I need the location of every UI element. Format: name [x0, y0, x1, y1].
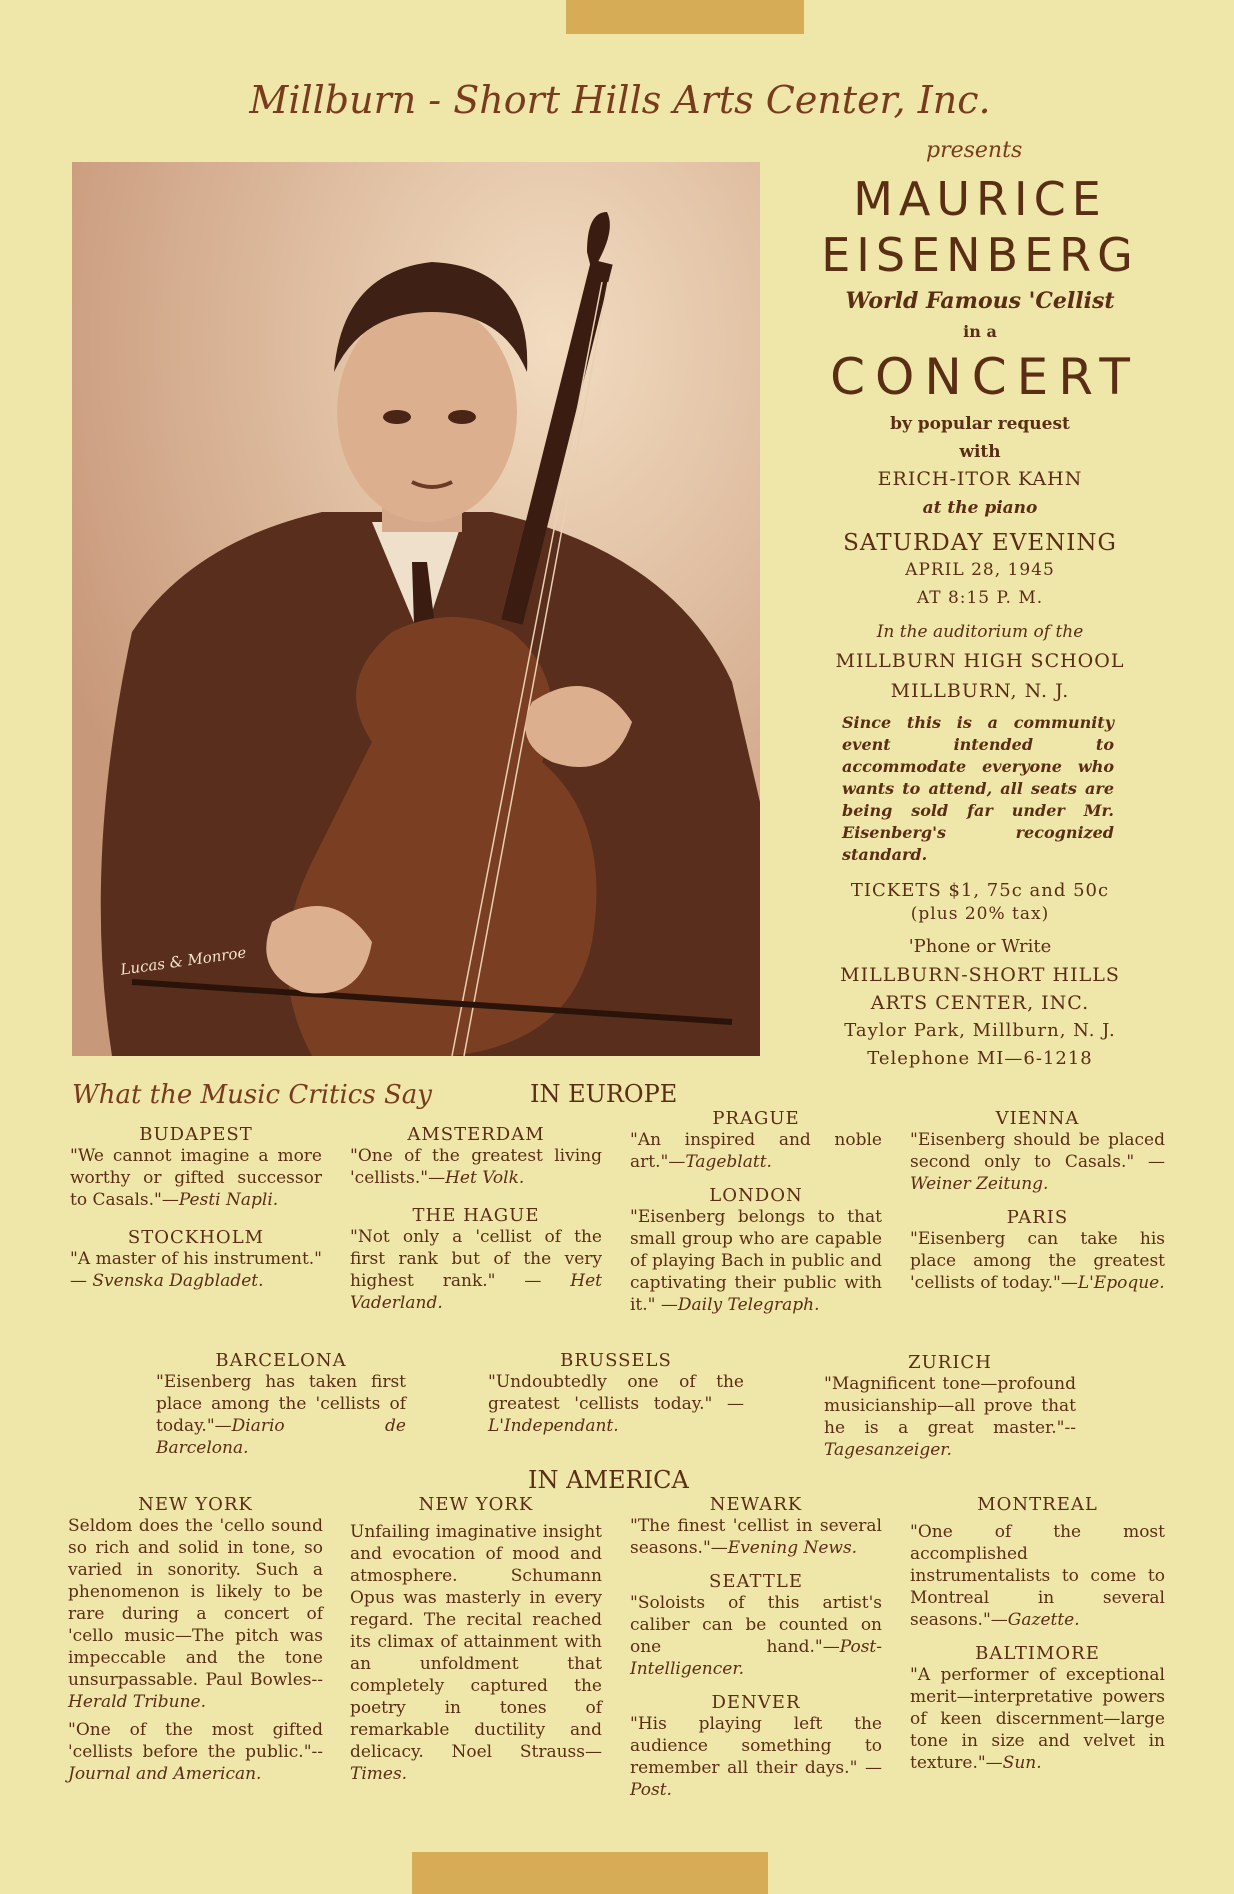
europe-col-2: [350, 1124, 602, 1314]
europe-col-3: [630, 1108, 882, 1316]
city-label: BALTIMORE: [975, 1643, 1100, 1664]
america-col-3: [630, 1494, 882, 1801]
city-label: BARCELONA: [215, 1350, 347, 1371]
city-label: PRAGUE: [712, 1108, 800, 1129]
at-piano: at the piano: [922, 498, 1038, 518]
europe-zurich: [824, 1352, 1076, 1461]
contact-org-2: ARTS CENTER, INC.: [870, 992, 1090, 1014]
city-label: ZURICH: [908, 1352, 992, 1373]
critic-quote: "Eisenberg belongs to that small group who are capable of playing Bach in public and captivating their public with it." —Daily Telegraph.: [630, 1207, 882, 1315]
top-tape: [566, 0, 804, 34]
contact-address: Taylor Park, Millburn, N. J.: [844, 1020, 1116, 1041]
critic-quote: "We cannot imagine a more worthy or gifted successor to Casals."—Pesti Napli.: [70, 1146, 322, 1210]
critic-quote: "Soloists of this artist's caliber can be counted on one hand."—Post-Intelligencer.: [630, 1593, 882, 1679]
europe-heading: IN EUROPE: [530, 1080, 678, 1108]
concert-time: AT 8:15 P. M.: [916, 588, 1044, 608]
critic-quote: "An inspired and noble art."—Tageblatt.: [630, 1130, 882, 1172]
concert-heading: CONCERT: [830, 348, 1140, 406]
org-title: Millburn - Short Hills Arts Center, Inc.: [249, 78, 991, 122]
performer-name-2: EISENBERG: [821, 228, 1139, 282]
city-label: BUDAPEST: [139, 1124, 253, 1145]
city-label: VIENNA: [995, 1108, 1080, 1129]
critic-quote: "The finest 'cellist in several seasons."—Evening News.: [630, 1516, 882, 1558]
critic-quote: "Eisenberg has taken first place among the 'cellists of today."—Diario de Barcelona.: [156, 1372, 406, 1458]
critic-quote: Unfailing imaginative insight and evocation of mood and atmosphere. Schumann Opus was masterly in every regard. The recital reached its climax of attainment with an unfoldment that completely captured the poetry in tones of remarkable ductility and delicacy. Noel Strauss—Times.: [350, 1522, 602, 1784]
critic-quote: "A performer of exceptional merit—interpretative powers of keen discernment—large tone in size and velvet in texture."—Sun.: [910, 1665, 1165, 1773]
europe-col-4: [910, 1108, 1165, 1294]
city-label: AMSTERDAM: [407, 1124, 545, 1145]
america-col-1: [68, 1494, 323, 1785]
presents-label: presents: [926, 138, 1023, 163]
critic-quote: "A master of his instrument." — Svenska Dagbladet.: [70, 1249, 322, 1291]
photo-signature: Lucas & Monroe: [119, 943, 248, 979]
city-label: MONTREAL: [977, 1494, 1098, 1515]
venue-name: MILLBURN HIGH SCHOOL: [835, 650, 1125, 672]
critic-quote: "Not only a 'cellist of the first rank but of the very highest rank." — Het Vaderland.: [350, 1227, 602, 1313]
critic-quote: "His playing left the audience something to remember all their days." —Post.: [630, 1714, 882, 1800]
europe-brussels: [488, 1350, 744, 1437]
phone-write: 'Phone or Write: [908, 936, 1052, 957]
critic-quote: "Magnificent tone—profound musicianship—all prove that he is a great master."--Tagesanzeiger.: [824, 1374, 1076, 1460]
critic-quote: Seldom does the 'cello sound so rich and solid in tone, so varied in sonority. Such a phenomenon is likely to be rare during a concert of 'cello music—The pitch was impeccable and the tone unsurpassable. Paul Bowles--Herald Tribune.: [68, 1516, 323, 1712]
bottom-tape: [412, 1852, 768, 1894]
contact-org-1: MILLBURN-SHORT HILLS: [840, 964, 1120, 986]
community-note: Since this is a community event intended to accommodate everyone who wants to attend, all seats are being sold far under Mr. Eisenberg's recognized standard.: [842, 713, 1114, 864]
critic-quote: "One of the most gifted 'cellists before the public."--Journal and American.: [68, 1720, 323, 1784]
critic-quote: "One of the greatest living 'cellists."—Het Volk.: [350, 1146, 602, 1188]
america-heading: IN AMERICA: [528, 1466, 689, 1494]
city-label: SEATTLE: [709, 1571, 803, 1592]
city-label: STOCKHOLM: [127, 1227, 265, 1248]
critic-quote: "Eisenberg can take his place among the greatest 'cellists of today."—L'Epoque.: [910, 1229, 1165, 1293]
europe-col-1: [70, 1124, 322, 1292]
city-label: THE HAGUE: [412, 1205, 540, 1226]
by-request: by popular request: [890, 414, 1070, 434]
concert-day: SATURDAY EVENING: [843, 530, 1117, 556]
cellist-illustration: [72, 162, 760, 1056]
venue-town: MILLBURN, N. J.: [890, 680, 1070, 702]
with-label: with: [959, 442, 1001, 462]
city-label: NEW YORK: [418, 1494, 534, 1515]
in-a-label: in a: [963, 322, 997, 341]
critic-quote: "One of the most accomplished instrumentalists to come to Montreal in several seasons."—Gazette.: [910, 1522, 1165, 1630]
city-label: PARIS: [1006, 1207, 1069, 1228]
america-col-4: [910, 1494, 1165, 1774]
venue-intro: In the auditorium of the: [876, 622, 1084, 642]
ticket-prices: TICKETS $1, 75c and 50c: [850, 880, 1110, 901]
contact-telephone: Telephone MI—6-1218: [867, 1048, 1093, 1069]
critics-heading: What the Music Critics Say: [72, 1080, 432, 1110]
pianist-name: ERICH-ITOR KAHN: [877, 468, 1083, 490]
ticket-tax: (plus 20% tax): [910, 904, 1050, 924]
critic-quote: "Eisenberg should be placed second only to Casals." — Weiner Zeitung.: [910, 1130, 1165, 1194]
performer-name-1: MAURICE: [853, 172, 1107, 226]
tagline: World Famous 'Cellist: [845, 288, 1115, 314]
city-label: NEW YORK: [138, 1494, 253, 1515]
city-label: DENVER: [711, 1692, 801, 1713]
europe-barcelona: [156, 1350, 406, 1459]
city-label: BRUSSELS: [560, 1350, 672, 1371]
city-label: NEWARK: [709, 1494, 803, 1515]
america-col-2: [350, 1494, 602, 1785]
cellist-photo: [72, 162, 760, 1056]
city-label: LONDON: [709, 1185, 803, 1206]
critic-quote: "Undoubtedly one of the greatest 'cellists today." —L'Independant.: [488, 1372, 744, 1436]
concert-date: APRIL 28, 1945: [905, 560, 1055, 580]
